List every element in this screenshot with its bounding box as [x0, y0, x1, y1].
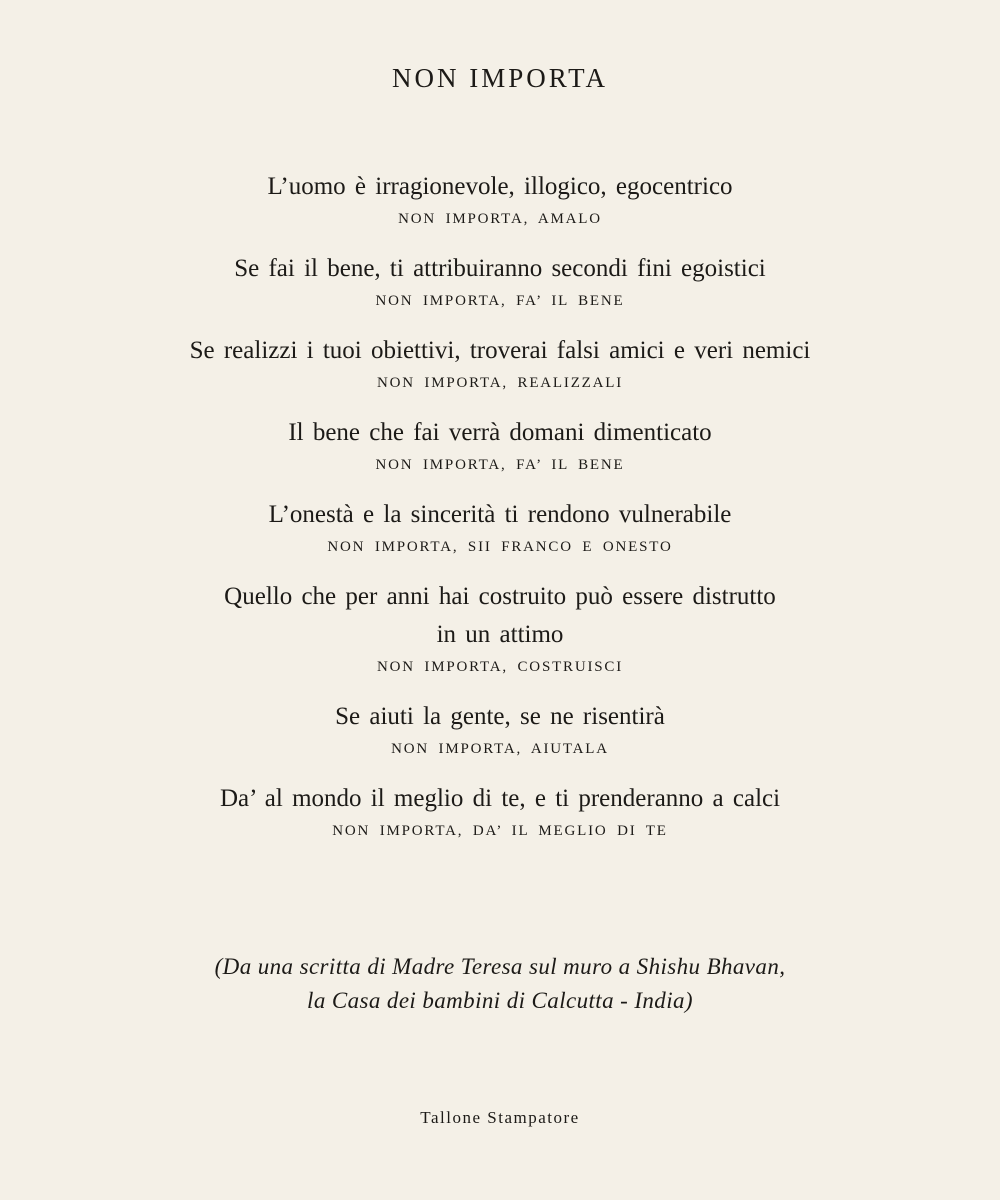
source-line: (Da una scritta di Madre Teresa sul muro a Shishu Bhavan, [214, 954, 786, 979]
stanza-refrain: NON IMPORTA, FA’ IL BENE [375, 457, 625, 473]
poem-body [0, 168, 1000, 862]
stanza-6 [0, 578, 1000, 678]
stanza-line: Se realizzi i tuoi obiettivi, troverai falsi amici e veri nemici [189, 337, 811, 364]
stanza-line: Il bene che fai verrà domani dimenticato [288, 419, 712, 446]
stanza-line: L’onestà e la sincerità ti rendono vulnerabile [268, 501, 732, 528]
stanza-5 [0, 496, 1000, 558]
stanza-line: in un attimo [436, 621, 564, 648]
stanza-refrain: NON IMPORTA, FA’ IL BENE [375, 293, 625, 309]
stanza-4 [0, 414, 1000, 476]
stanza-line: Quello che per anni hai costruito può essere distrutto [224, 583, 776, 610]
stanza-line: Da’ al mondo il meglio di te, e ti prenderanno a calci [219, 785, 781, 812]
stanza-refrain: NON IMPORTA, AIUTALA [391, 741, 609, 757]
stanza-refrain: NON IMPORTA, SII FRANCO E ONESTO [327, 539, 673, 555]
stanza-refrain: NON IMPORTA, REALIZZALI [376, 375, 624, 391]
stanza-refrain: NON IMPORTA, AMALO [398, 211, 602, 227]
source-line: la Casa dei bambini di Calcutta - India) [307, 988, 693, 1013]
stanza-refrain: NON IMPORTA, COSTRUISCI [376, 659, 624, 675]
stanza-line: Se fai il bene, ti attribuiranno secondi fini egoistici [234, 255, 766, 282]
stanza-refrain: NON IMPORTA, DA’ IL MEGLIO DI TE [332, 823, 668, 839]
stanza-line: Se aiuti la gente, se ne risentirà [335, 703, 665, 730]
stanza-1 [0, 168, 1000, 230]
stanza-line: L’uomo è irragionevole, illogico, egocentrico [267, 173, 733, 200]
source-attribution [0, 950, 1000, 1018]
page-title: NON IMPORTA [392, 63, 608, 93]
stanza-7 [0, 698, 1000, 760]
stanza-8 [0, 780, 1000, 842]
printer-imprint: Tallone Stampatore [420, 1108, 580, 1127]
stanza-2 [0, 250, 1000, 312]
stanza-3 [0, 332, 1000, 394]
